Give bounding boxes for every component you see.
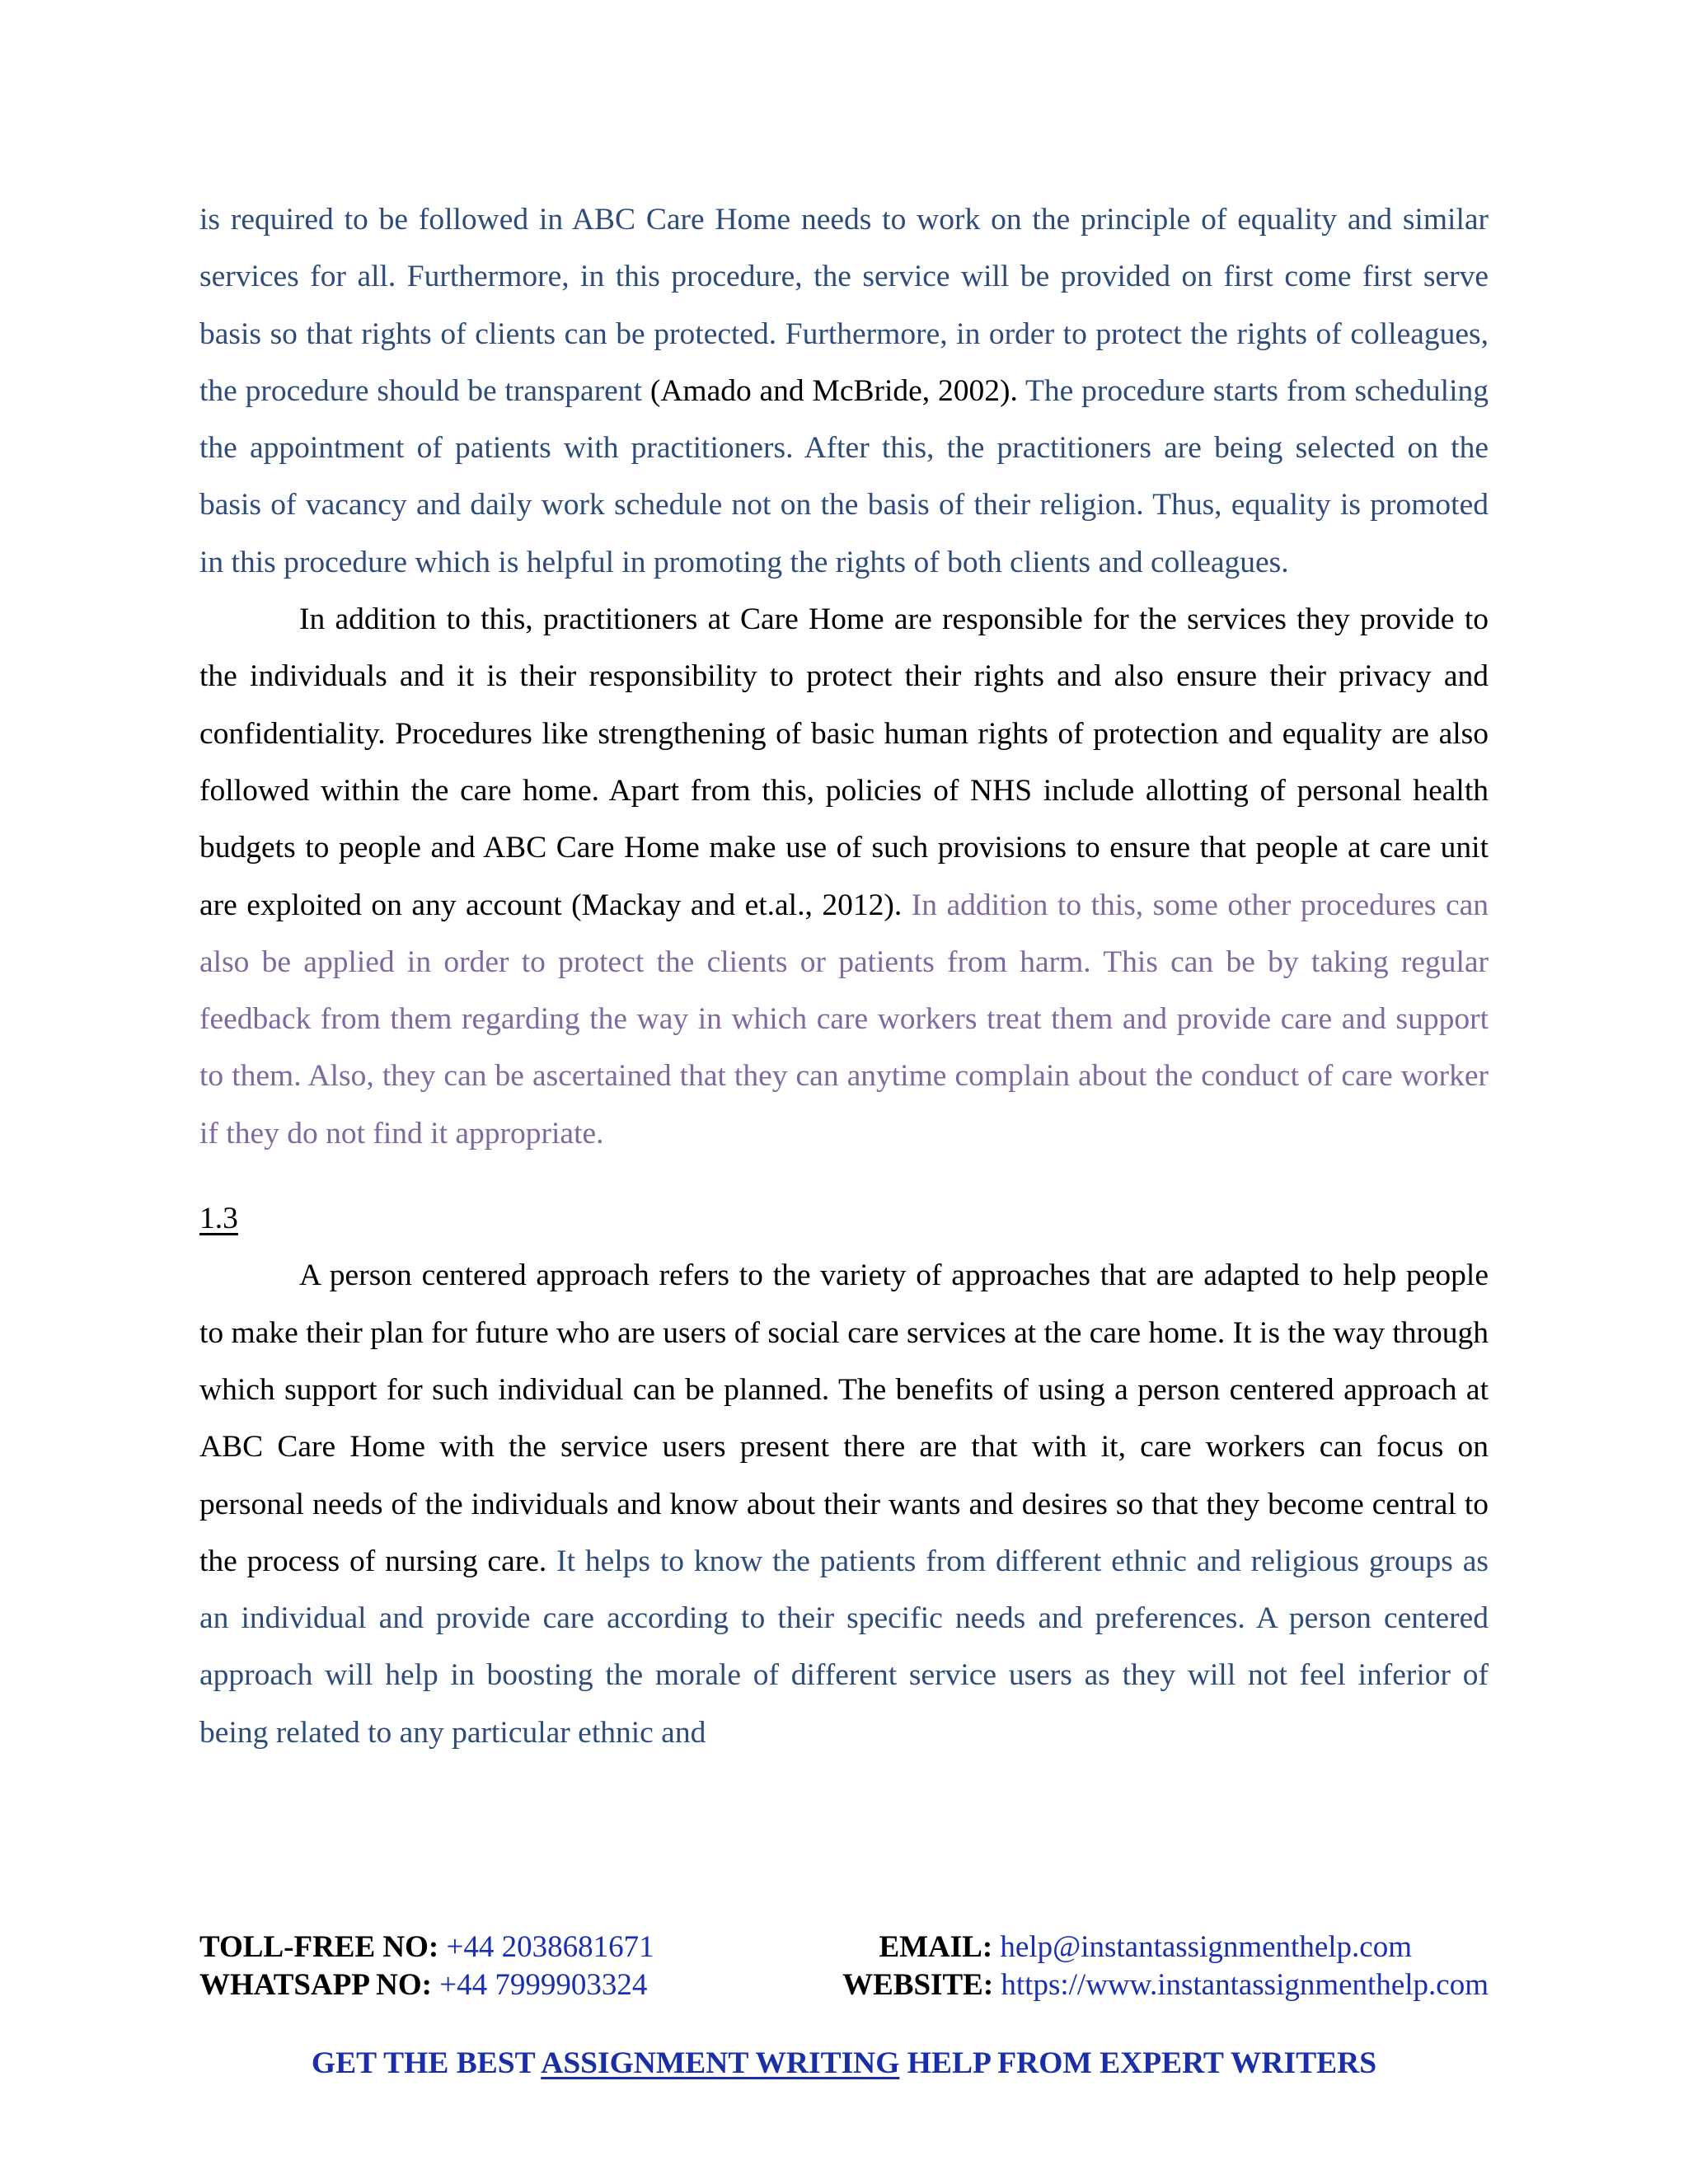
whatsapp-contact [199, 1966, 647, 2004]
tagline-suffix: HELP FROM EXPERT WRITERS [899, 2046, 1377, 2080]
website-contact [842, 1966, 1489, 2004]
section-number: 1.3 [199, 1202, 238, 1236]
document-body [199, 191, 1489, 1761]
paragraph-2-text-a: In addition to this, practitioners at Care Home are responsible for the services they provide to the individuals and it is their responsibility to protect their rights and also ensure their privacy and confidentiality. Procedures like strengthening of basic human rights of protection and equality are also followed within the care home. Apart from this, policies of NHS include allotting of personal health budgets to people and ABC Care Home make use of such provisions to ensure that people at care unit are exploited on any account (Mackay and et.al., 2012). [199, 602, 1489, 922]
paragraph-3 [199, 1247, 1489, 1761]
email-link[interactable]: help@instantassignmenthelp.com [1000, 1930, 1412, 1964]
tollfree-contact [199, 1929, 654, 1966]
footer-row-1 [199, 1929, 1489, 1966]
paragraph-1-text-b: The procedure starts from scheduling the appointment of patients with practitioners. After this, the practitioners are being selected on the basis of vacancy and daily work schedule not on the basis of their religion. Thus, equality is promoted in this procedure which is helpful in promoting the rights of both clients and colleagues. [199, 373, 1489, 579]
promo-tagline [0, 2046, 1688, 2081]
whatsapp-number[interactable]: +44 7999903324 [439, 1968, 648, 2002]
website-label: WEBSITE: [842, 1968, 994, 2002]
footer-row-2 [199, 1966, 1489, 2004]
paragraph-1 [199, 191, 1489, 591]
contact-footer [199, 1929, 1489, 2004]
paragraph-3-text-b: It helps to know the patients from different ethnic and religious groups as an individual and provide care according to their specific needs and preferences. A person centered approach will help in boosting the morale of different service users as they will not feel inferior of being related to any particular ethnic and [199, 1544, 1489, 1750]
paragraph-1-text-a: is required to be followed in ABC Care Home needs to work on the principle of equality and similar services for all. Furthermore, in this procedure, the service will be provided on first come first serve basis so that rights of clients can be protected. Furthermore, in order to protect the rights of colleagues, the procedure should be transparent [199, 203, 1489, 408]
tollfree-number[interactable]: +44 2038681671 [446, 1930, 654, 1964]
whatsapp-label: WHATSAPP NO: [199, 1968, 432, 2002]
website-link[interactable]: https://www.instantassignmenthelp.com [1001, 1968, 1489, 2002]
citation-amado-mcbride: (Amado and McBride, 2002). [649, 373, 1025, 408]
paragraph-2-text-b: In addition to this, some other procedures can also be applied in order to protect the clients or patients from harm. This can be by taking regular feedback from them regarding the way in which care workers treat them and provide care and support to them. Also, they can be ascertained that they can anytime complain about the conduct of care worker if they do not find it appropriate. [199, 888, 1489, 1151]
assignment-writing-link[interactable]: ASSIGNMENT WRITING [541, 2046, 900, 2080]
paragraph-2 [199, 591, 1489, 1162]
tollfree-label: TOLL-FREE NO: [199, 1930, 439, 1964]
email-label: EMAIL: [879, 1930, 993, 1964]
tagline-prefix: GET THE BEST [311, 2046, 542, 2080]
email-contact [879, 1929, 1412, 1966]
paragraph-3-text-a: A person centered approach refers to the variety of approaches that are adapted to help people to make their plan for future who are users of social care services at the care home. It is the way through which support for such individual can be planned. The benefits of using a person centered approach at ABC Care Home with the service users present there are that with it, care workers can focus on personal needs of the individuals and know about their wants and desires so that they become central to the process of nursing care. [199, 1258, 1489, 1578]
